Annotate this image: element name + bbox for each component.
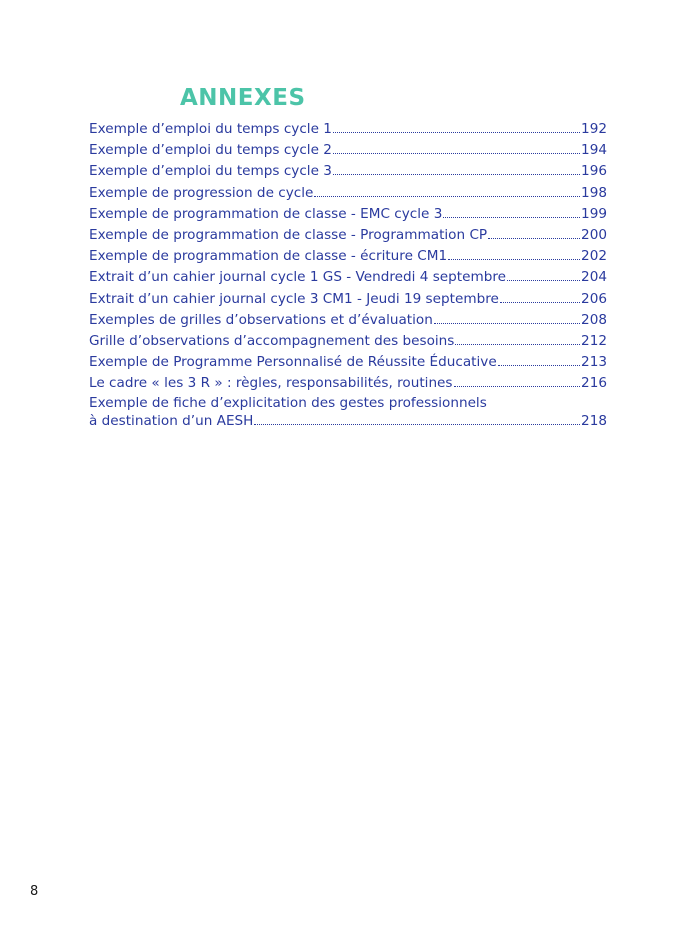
toc-entry[interactable] [89, 204, 607, 225]
toc-entry-title: Exemples de grilles d’observations et d’évaluation [89, 311, 433, 328]
toc-entry[interactable] [89, 289, 607, 310]
toc-entry-title: Exemple de programmation de classe - EMC cycle 3 [89, 205, 443, 222]
toc-entry[interactable] [89, 373, 607, 394]
toc-entry-page: 216 [581, 375, 607, 392]
toc-entry-line [89, 394, 607, 412]
toc-entry-page: 213 [581, 354, 607, 371]
toc-entry-line [89, 412, 607, 430]
toc-entry-page: 206 [581, 290, 607, 307]
toc-entry-title: Grille d’observations d’accompagnement des besoins [89, 332, 455, 349]
toc-entry-title-continued: à destination d’un AESH [89, 413, 254, 430]
toc-entry[interactable] [89, 225, 607, 246]
dot-leader [434, 322, 580, 324]
toc-entry-page: 194 [581, 142, 607, 159]
toc-entry-page: 196 [581, 163, 607, 180]
toc-entry[interactable] [89, 352, 607, 373]
dot-leader [500, 301, 580, 303]
dot-leader [333, 131, 580, 133]
toc-entry-title: Extrait d’un cahier journal cycle 1 GS - Vendredi 4 septembre [89, 269, 507, 286]
toc-entry[interactable] [89, 119, 607, 140]
table-of-contents [89, 119, 607, 430]
toc-entry[interactable] [89, 140, 607, 161]
toc-entry-title: Exemple de progression de cycle [89, 184, 314, 201]
toc-entry[interactable] [89, 267, 607, 288]
dot-leader [333, 173, 580, 175]
dot-leader [448, 258, 580, 260]
dot-leader [314, 195, 580, 197]
toc-entry[interactable] [89, 161, 607, 182]
dot-leader [443, 216, 580, 218]
toc-entry-title: Exemple de fiche d’explicitation des gestes professionnels [89, 395, 487, 412]
toc-entry-title: Exemple d’emploi du temps cycle 2 [89, 142, 332, 159]
section-heading: ANNEXES [180, 85, 306, 111]
toc-entry[interactable] [89, 246, 607, 267]
toc-entry-page: 198 [581, 184, 607, 201]
toc-entry-title: Exemple d’emploi du temps cycle 1 [89, 121, 332, 137]
toc-entry[interactable] [89, 331, 607, 352]
toc-entry-title: Le cadre « les 3 R » : règles, responsabilités, routines [89, 375, 453, 392]
toc-entry-page: 202 [581, 248, 607, 265]
dot-leader [254, 423, 580, 425]
toc-entry-page: 192 [581, 121, 607, 137]
toc-entry-page: 204 [581, 269, 607, 286]
dot-leader [507, 279, 580, 281]
dot-leader [455, 343, 580, 345]
toc-entry-title: Exemple de programmation de classe - Programmation CP [89, 226, 488, 243]
toc-entry-title: Exemple de programmation de classe - écriture CM1 [89, 248, 448, 265]
footer-page-number: 8 [30, 884, 39, 899]
dot-leader [488, 237, 580, 239]
toc-entry-title: Extrait d’un cahier journal cycle 3 CM1 - Jeudi 19 septembre [89, 290, 499, 307]
toc-entry-multiline[interactable] [89, 394, 607, 430]
toc-entry-page: 208 [581, 311, 607, 328]
toc-entry-page: 212 [581, 332, 607, 349]
toc-entry-title: Exemple de Programme Personnalisé de Réussite Éducative [89, 354, 497, 371]
dot-leader [454, 385, 581, 387]
toc-entry[interactable] [89, 310, 607, 331]
toc-entry[interactable] [89, 183, 607, 204]
dot-leader [498, 364, 580, 366]
toc-entry-page: 199 [581, 205, 607, 222]
toc-entry-page: 218 [581, 413, 607, 430]
toc-entry-title: Exemple d’emploi du temps cycle 3 [89, 163, 332, 180]
dot-leader [333, 152, 580, 154]
toc-entry-page: 200 [581, 226, 607, 243]
